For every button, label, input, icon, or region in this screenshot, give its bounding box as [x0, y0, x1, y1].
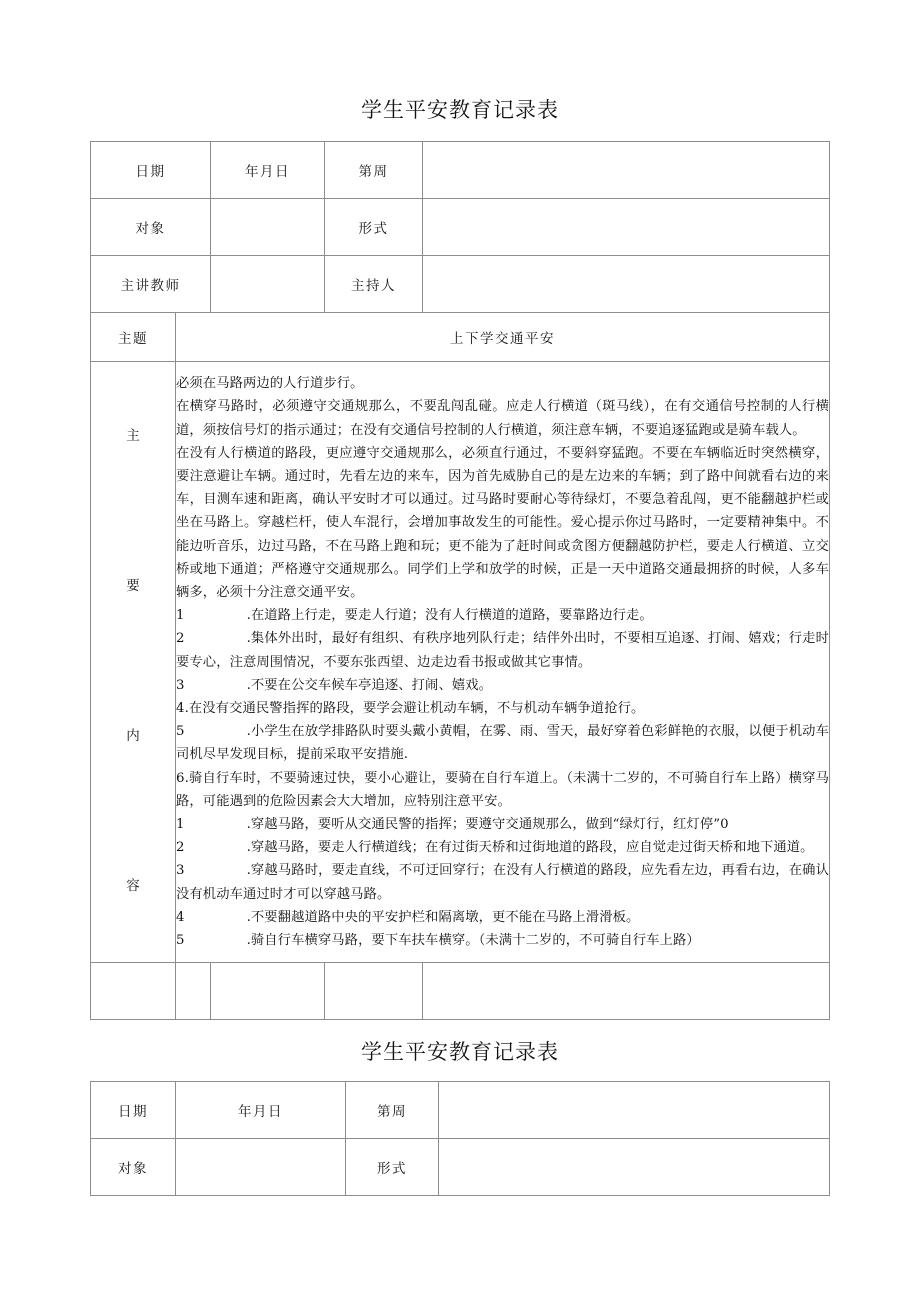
footer-cell-1[interactable]: [91, 963, 176, 1020]
table-row-object: [91, 199, 830, 256]
table-row-object-second: [91, 1139, 830, 1196]
object-label-second: 对象: [91, 1139, 176, 1196]
content-paragraph: 在没有人行横道的路段，更应遵守交通规那么，必须直行通过，不要斜穿猛跑。不要在车辆临近时突然横穿，要注意避让车辆。通过时，先看左边的来车，因为首先威胁自己的是左边来的车辆；到了路中间就看右边的来车，目测车速和距离，确认平安时才可以通过。过马路时要耐心等待绿灯，不要急着乱闯，更不能翻越护栏或坐在马路上。穿越栏杆，使人车混行，会增加事故发生的可能性。爱心提示你过马路时，一定要精神集中。不能边听音乐，边过马路，不在马路上跑和玩；更不能为了赶时间或贪图方便翻越防护栏，要走人行横道、立交桥或地下通道；严格遵守交通规那么。同学们上学和放学的时候，正是一天中道路交通最拥挤的时候，人多车辆多，必须十分注意交通平安。: [176, 445, 829, 600]
footer-cell-2[interactable]: [176, 963, 211, 1020]
week-label: 第周: [325, 142, 423, 199]
list-item-number: 3: [176, 863, 185, 879]
date-label: 日期: [91, 142, 211, 199]
page-title-first: 学生平安教育记录表: [361, 98, 559, 122]
content-list-item: [176, 906, 829, 929]
list-item-text: .不要翻越道路中央的平安护栏和隔离墩，更不能在马路上滑滑板。: [246, 909, 640, 925]
week-value-second[interactable]: [439, 1082, 830, 1139]
list-item-number: 2: [176, 840, 185, 856]
content-list-item: [176, 929, 829, 952]
table-row-footer: [91, 963, 830, 1020]
list-item-text: .集体外出时，最好有组织、有秩序地列队行走；结伴外出时，不要相互追逐、打闹、嬉戏；行走时要专心，注意周围情况，不要东张西望、边走边看书报或做其它事情。: [176, 631, 829, 670]
list-item-number: 2: [176, 631, 185, 647]
host-label: 主持人: [325, 256, 423, 313]
topic-value[interactable]: 上下学交通平安: [176, 313, 830, 362]
content-list-item: [176, 836, 829, 859]
main-content-label-char-2: 要: [126, 578, 140, 595]
content-list-item: [176, 720, 829, 766]
footer-cell-3[interactable]: [211, 963, 325, 1020]
list-item-text: .穿越马路，要听从交通民警的指挥；要遵守交通规那么，做到“绿灯行，红灯停”0: [246, 817, 729, 832]
list-item-text: .小学生在放学排路队时要头戴小黄帽，在雾、雨、雪天，最好穿着色彩鲜艳的衣服，以便于机动车司机尽早发现目标，提前采取平安措施.: [176, 724, 829, 763]
table-row-date-second: [91, 1082, 830, 1139]
list-item-number: 5: [176, 933, 185, 949]
content-paragraph: 在横穿马路时，必须遵守交通规那么，不要乱闯乱碰。应走人行横道（斑马线），在有交通信号控制的人行横道，须按信号灯的指示通过；在没有交通信号控制的人行横道，须注意车辆，不要追逐猛跑或是骑车载人。: [176, 399, 829, 438]
format-label-second: 形式: [346, 1139, 439, 1196]
content-paragraph: 必须在马路两边的人行道步行。: [176, 376, 364, 392]
list-item-number: 5: [176, 724, 185, 740]
main-content-label: [91, 362, 176, 963]
page-title-second: 学生平安教育记录表: [361, 1040, 559, 1065]
table-row-topic: [91, 313, 830, 362]
title-block-first: [0, 0, 920, 123]
list-item-text: .不要在公交车候车亭追逐、打闹、嬉戏。: [246, 677, 493, 693]
list-item-text: .骑自行车时，不要骑速过快，要小心避让，要骑在自行车道上。（未满十二岁的，不可骑自行车上路）横穿马路，可能遇到的危险因素会大大增加，应特别注意平安。: [176, 770, 829, 809]
format-label: 形式: [325, 199, 423, 256]
object-label: 对象: [91, 199, 211, 256]
lecturer-label: 主讲教师: [91, 256, 211, 313]
list-item-number: 1: [176, 817, 185, 832]
format-value-second[interactable]: [439, 1139, 830, 1196]
main-content-label-char-1: 主: [126, 428, 140, 445]
host-value[interactable]: [423, 256, 830, 313]
list-item-number: 4: [176, 909, 185, 925]
safety-education-record-table-first: [90, 141, 830, 1020]
safety-education-record-table-second: [90, 1081, 830, 1196]
list-item-text: .穿越马路，要走人行横道线；在有过街天桥和过街地道的路段，应自觉走过街天桥和地下通道。: [246, 840, 814, 856]
list-item-number: 3: [176, 677, 185, 693]
main-content-body[interactable]: [176, 362, 830, 963]
object-value-second[interactable]: [176, 1139, 346, 1196]
footer-cell-5[interactable]: [423, 963, 830, 1020]
table-row-teacher: [91, 256, 830, 313]
content-list-item: [176, 627, 829, 673]
date-value-second[interactable]: 年月日: [176, 1082, 346, 1139]
week-value[interactable]: [423, 142, 830, 199]
object-value[interactable]: [211, 199, 325, 256]
list-item-number: 6: [176, 770, 185, 786]
content-list-item: [176, 674, 829, 697]
list-item-text: .骑自行车横穿马路，要下车扶车横穿。（未满十二岁的，不可骑自行车上路）: [246, 933, 700, 949]
lecturer-value[interactable]: [211, 256, 325, 313]
format-value[interactable]: [423, 199, 830, 256]
content-list-item: [176, 697, 829, 720]
list-item-text: .穿越马路时，要走直线，不可迂回穿行；在没有人行横道的路段，应先看左边，再看右边，在确认没有机动车通过时才可以穿越马路。: [176, 863, 829, 902]
list-item-number: 1: [176, 608, 185, 624]
table-row-main-content: [91, 362, 830, 963]
topic-label: 主题: [91, 313, 176, 362]
content-list-item: [176, 859, 829, 905]
main-content-label-char-4: 容: [126, 878, 140, 895]
date-value[interactable]: 年月日: [211, 142, 325, 199]
list-item-text: .在没有交通民警指挥的路段，要学会避让机动车辆，不与机动车辆争道抢行。: [184, 700, 645, 716]
week-label-second: 第周: [346, 1082, 439, 1139]
list-item-number: 4: [176, 700, 185, 716]
content-list-item: [176, 813, 829, 836]
title-block-second: [0, 1020, 920, 1065]
list-item-text: .在道路上行走，要走人行道；没有人行横道的道路，要靠路边行走。: [246, 608, 653, 624]
main-content-label-char-3: 内: [126, 728, 140, 745]
date-label-second: 日期: [91, 1082, 176, 1139]
content-list-item: [176, 604, 829, 627]
footer-cell-4[interactable]: [325, 963, 423, 1020]
table-row-date: [91, 142, 830, 199]
content-list-item: [176, 767, 829, 813]
